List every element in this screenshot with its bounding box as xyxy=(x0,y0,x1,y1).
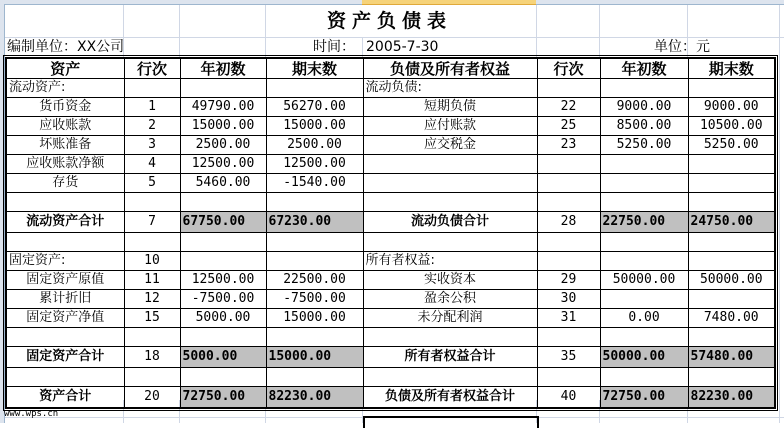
liability-begin-cell[interactable] xyxy=(600,328,688,347)
asset-name-cell[interactable]: 固定资产: xyxy=(6,252,124,271)
asset-line-no-cell[interactable] xyxy=(124,193,180,212)
liability-line-no-cell[interactable] xyxy=(537,155,600,174)
table-row xyxy=(6,136,775,155)
gridline xyxy=(779,5,780,423)
asset-line-no-cell[interactable]: 3 xyxy=(124,136,180,155)
unit-label[interactable]: 单位：元 xyxy=(654,39,710,55)
liability-begin-cell[interactable]: 22750.00 xyxy=(600,212,688,233)
asset-name-cell[interactable] xyxy=(6,328,124,347)
asset-end-cell[interactable]: 56270.00 xyxy=(266,98,363,117)
asset-line-no-cell[interactable]: 12 xyxy=(124,290,180,309)
header-liabilities-equity[interactable]: 负债及所有者权益 xyxy=(363,58,537,79)
header-line-no[interactable]: 行次 xyxy=(124,58,180,79)
table-row xyxy=(6,368,775,387)
liability-begin-cell[interactable] xyxy=(600,233,688,252)
balance-sheet-table xyxy=(5,57,776,409)
liability-name-cell[interactable]: 未分配利润 xyxy=(363,309,537,328)
asset-end-cell[interactable]: -1540.00 xyxy=(266,174,363,193)
asset-begin-cell[interactable]: -7500.00 xyxy=(180,290,266,309)
asset-line-no-cell[interactable] xyxy=(124,233,180,252)
asset-name-cell[interactable]: 存货 xyxy=(6,174,124,193)
liability-begin-cell[interactable]: 5250.00 xyxy=(600,136,688,155)
asset-begin-cell[interactable] xyxy=(180,368,266,387)
asset-begin-cell[interactable] xyxy=(180,193,266,212)
asset-name-cell[interactable]: 资产合计 xyxy=(6,387,124,409)
liability-name-cell[interactable] xyxy=(363,155,537,174)
company-label[interactable]: 编制单位：XX公司 xyxy=(7,39,125,55)
asset-name-cell[interactable]: 固定资产合计 xyxy=(6,347,124,368)
asset-begin-cell[interactable] xyxy=(180,233,266,252)
liability-end-cell[interactable]: 24750.00 xyxy=(688,212,775,233)
table-row xyxy=(6,271,775,290)
asset-name-cell[interactable] xyxy=(6,233,124,252)
liability-end-cell[interactable] xyxy=(688,290,775,309)
asset-line-no-cell[interactable] xyxy=(124,368,180,387)
asset-end-cell[interactable]: 67230.00 xyxy=(266,212,363,233)
header-beginning[interactable]: 年初数 xyxy=(600,58,688,79)
liability-begin-cell[interactable]: 50000.00 xyxy=(600,347,688,368)
liability-name-cell[interactable]: 盈余公积 xyxy=(363,290,537,309)
header-assets[interactable]: 资产 xyxy=(6,58,124,79)
liability-name-cell[interactable] xyxy=(363,233,537,252)
asset-line-no-cell[interactable]: 7 xyxy=(124,212,180,233)
asset-begin-cell[interactable]: 72750.00 xyxy=(180,387,266,409)
asset-line-no-cell[interactable]: 15 xyxy=(124,309,180,328)
liability-name-cell[interactable] xyxy=(363,368,537,387)
liability-begin-cell[interactable]: 50000.00 xyxy=(600,271,688,290)
asset-line-no-cell[interactable]: 10 xyxy=(124,252,180,271)
header-line-no[interactable]: 行次 xyxy=(537,58,600,79)
asset-end-cell[interactable]: 15000.00 xyxy=(266,309,363,328)
asset-begin-cell[interactable]: 2500.00 xyxy=(180,136,266,155)
table-row xyxy=(6,387,775,409)
liability-begin-cell[interactable] xyxy=(600,174,688,193)
asset-end-cell[interactable] xyxy=(266,328,363,347)
table-row xyxy=(6,309,775,328)
table-row xyxy=(6,290,775,309)
liability-end-cell[interactable]: 57480.00 xyxy=(688,347,775,368)
watermark: www.wps.cn xyxy=(4,409,59,419)
liability-name-cell[interactable]: 实收资本 xyxy=(363,271,537,290)
asset-name-cell[interactable]: 货币资金 xyxy=(6,98,124,117)
asset-end-cell[interactable]: 15000.00 xyxy=(266,347,363,368)
liability-end-cell[interactable] xyxy=(688,252,775,271)
sheet-title[interactable]: 资产负债表 xyxy=(326,10,452,32)
asset-line-no-cell[interactable]: 2 xyxy=(124,117,180,136)
liability-name-cell[interactable]: 所有者权益: xyxy=(363,252,537,271)
liability-begin-cell[interactable] xyxy=(600,155,688,174)
liability-line-no-cell[interactable] xyxy=(537,193,600,212)
table-row xyxy=(6,252,775,271)
table-row xyxy=(6,174,775,193)
liability-name-cell[interactable]: 短期负债 xyxy=(363,98,537,117)
asset-line-no-cell[interactable]: 18 xyxy=(124,347,180,368)
asset-begin-cell[interactable] xyxy=(180,328,266,347)
asset-name-cell[interactable] xyxy=(6,368,124,387)
asset-end-cell[interactable] xyxy=(266,368,363,387)
asset-begin-cell[interactable]: 5000.00 xyxy=(180,309,266,328)
liability-name-cell[interactable]: 流动负债: xyxy=(363,79,537,98)
asset-name-cell[interactable] xyxy=(6,193,124,212)
asset-line-no-cell[interactable] xyxy=(124,328,180,347)
liability-end-cell[interactable]: 5250.00 xyxy=(688,136,775,155)
asset-end-cell[interactable] xyxy=(266,252,363,271)
gridline xyxy=(362,37,363,57)
asset-begin-cell[interactable]: 12500.00 xyxy=(180,271,266,290)
asset-end-cell[interactable]: 12500.00 xyxy=(266,155,363,174)
asset-begin-cell[interactable]: 67750.00 xyxy=(180,212,266,233)
liability-end-cell[interactable] xyxy=(688,233,775,252)
liability-end-cell[interactable]: 50000.00 xyxy=(688,271,775,290)
asset-line-no-cell[interactable]: 1 xyxy=(124,98,180,117)
asset-name-cell[interactable]: 流动资产合计 xyxy=(6,212,124,233)
asset-begin-cell[interactable]: 5460.00 xyxy=(180,174,266,193)
table-row xyxy=(6,328,775,347)
asset-begin-cell[interactable]: 5000.00 xyxy=(180,347,266,368)
table-row xyxy=(6,347,775,368)
asset-end-cell[interactable] xyxy=(266,193,363,212)
liability-begin-cell[interactable] xyxy=(600,290,688,309)
asset-line-no-cell[interactable] xyxy=(124,79,180,98)
liability-end-cell[interactable] xyxy=(688,174,775,193)
liability-begin-cell[interactable] xyxy=(600,368,688,387)
liability-line-no-cell[interactable]: 22 xyxy=(537,98,600,117)
liability-begin-cell[interactable]: 8500.00 xyxy=(600,117,688,136)
asset-begin-cell[interactable]: 15000.00 xyxy=(180,117,266,136)
liability-end-cell[interactable] xyxy=(688,328,775,347)
time-label[interactable]: 时间： xyxy=(313,39,355,55)
asset-name-cell[interactable]: 应收账款 xyxy=(6,117,124,136)
liability-begin-cell[interactable] xyxy=(600,193,688,212)
table-row xyxy=(6,193,775,212)
liability-line-no-cell[interactable] xyxy=(537,233,600,252)
liability-name-cell[interactable] xyxy=(363,193,537,212)
asset-name-cell[interactable]: 流动资产: xyxy=(6,79,124,98)
table-header-row xyxy=(6,58,775,79)
liability-line-no-cell[interactable]: 25 xyxy=(537,117,600,136)
asset-name-cell[interactable]: 累计折旧 xyxy=(6,290,124,309)
liability-line-no-cell[interactable]: 28 xyxy=(537,212,600,233)
asset-line-no-cell[interactable]: 5 xyxy=(124,174,180,193)
time-value[interactable]: 2005-7-30 xyxy=(366,39,439,55)
liability-line-no-cell[interactable]: 31 xyxy=(537,309,600,328)
table-row xyxy=(6,212,775,233)
asset-end-cell[interactable]: 15000.00 xyxy=(266,117,363,136)
liability-end-cell[interactable]: 10500.00 xyxy=(688,117,775,136)
header-ending[interactable]: 期末数 xyxy=(688,58,775,79)
liability-name-cell[interactable] xyxy=(363,328,537,347)
liability-name-cell[interactable] xyxy=(363,174,537,193)
liability-name-cell[interactable]: 应付账款 xyxy=(363,117,537,136)
liability-end-cell[interactable]: 82230.00 xyxy=(688,387,775,409)
liability-end-cell[interactable] xyxy=(688,193,775,212)
liability-begin-cell[interactable] xyxy=(600,252,688,271)
asset-begin-cell[interactable] xyxy=(180,252,266,271)
liability-line-no-cell[interactable] xyxy=(537,174,600,193)
asset-name-cell[interactable]: 应收账款净额 xyxy=(6,155,124,174)
asset-begin-cell[interactable]: 49790.00 xyxy=(180,98,266,117)
liability-name-cell[interactable]: 所有者权益合计 xyxy=(363,347,537,368)
table-row xyxy=(6,79,775,98)
asset-end-cell[interactable] xyxy=(266,233,363,252)
liability-end-cell[interactable] xyxy=(688,79,775,98)
liability-end-cell[interactable]: 7480.00 xyxy=(688,309,775,328)
liability-end-cell[interactable] xyxy=(688,155,775,174)
table-row xyxy=(6,117,775,136)
liability-line-no-cell[interactable] xyxy=(537,79,600,98)
liability-end-cell[interactable] xyxy=(688,368,775,387)
liability-name-cell[interactable]: 负债及所有者权益合计 xyxy=(363,387,537,409)
liability-line-no-cell[interactable]: 35 xyxy=(537,347,600,368)
liability-end-cell[interactable]: 9000.00 xyxy=(688,98,775,117)
asset-end-cell[interactable] xyxy=(266,79,363,98)
liability-begin-cell[interactable]: 72750.00 xyxy=(600,387,688,409)
liability-line-no-cell[interactable]: 40 xyxy=(537,387,600,409)
header-ending[interactable]: 期末数 xyxy=(266,58,363,79)
liability-line-no-cell[interactable]: 29 xyxy=(537,271,600,290)
asset-line-no-cell[interactable]: 11 xyxy=(124,271,180,290)
asset-name-cell[interactable]: 固定资产原值 xyxy=(6,271,124,290)
asset-end-cell[interactable]: 2500.00 xyxy=(266,136,363,155)
table-row xyxy=(6,233,775,252)
asset-begin-cell[interactable] xyxy=(180,79,266,98)
asset-name-cell[interactable]: 固定资产净值 xyxy=(6,309,124,328)
selection-box xyxy=(363,416,539,428)
liability-line-no-cell[interactable] xyxy=(537,252,600,271)
liability-name-cell[interactable]: 应交税金 xyxy=(363,136,537,155)
table-row xyxy=(6,98,775,117)
asset-line-no-cell[interactable]: 4 xyxy=(124,155,180,174)
asset-begin-cell[interactable]: 12500.00 xyxy=(180,155,266,174)
table-row xyxy=(6,155,775,174)
liability-line-no-cell[interactable] xyxy=(537,328,600,347)
header-beginning[interactable]: 年初数 xyxy=(180,58,266,79)
asset-end-cell[interactable]: 22500.00 xyxy=(266,271,363,290)
liability-name-cell[interactable]: 流动负债合计 xyxy=(363,212,537,233)
liability-begin-cell[interactable]: 0.00 xyxy=(600,309,688,328)
asset-line-no-cell[interactable]: 20 xyxy=(124,387,180,409)
asset-end-cell[interactable]: -7500.00 xyxy=(266,290,363,309)
liability-line-no-cell[interactable]: 30 xyxy=(537,290,600,309)
liability-line-no-cell[interactable] xyxy=(537,368,600,387)
liability-line-no-cell[interactable]: 23 xyxy=(537,136,600,155)
asset-end-cell[interactable]: 82230.00 xyxy=(266,387,363,409)
liability-begin-cell[interactable] xyxy=(600,79,688,98)
asset-name-cell[interactable]: 坏账准备 xyxy=(6,136,124,155)
liability-begin-cell[interactable]: 9000.00 xyxy=(600,98,688,117)
